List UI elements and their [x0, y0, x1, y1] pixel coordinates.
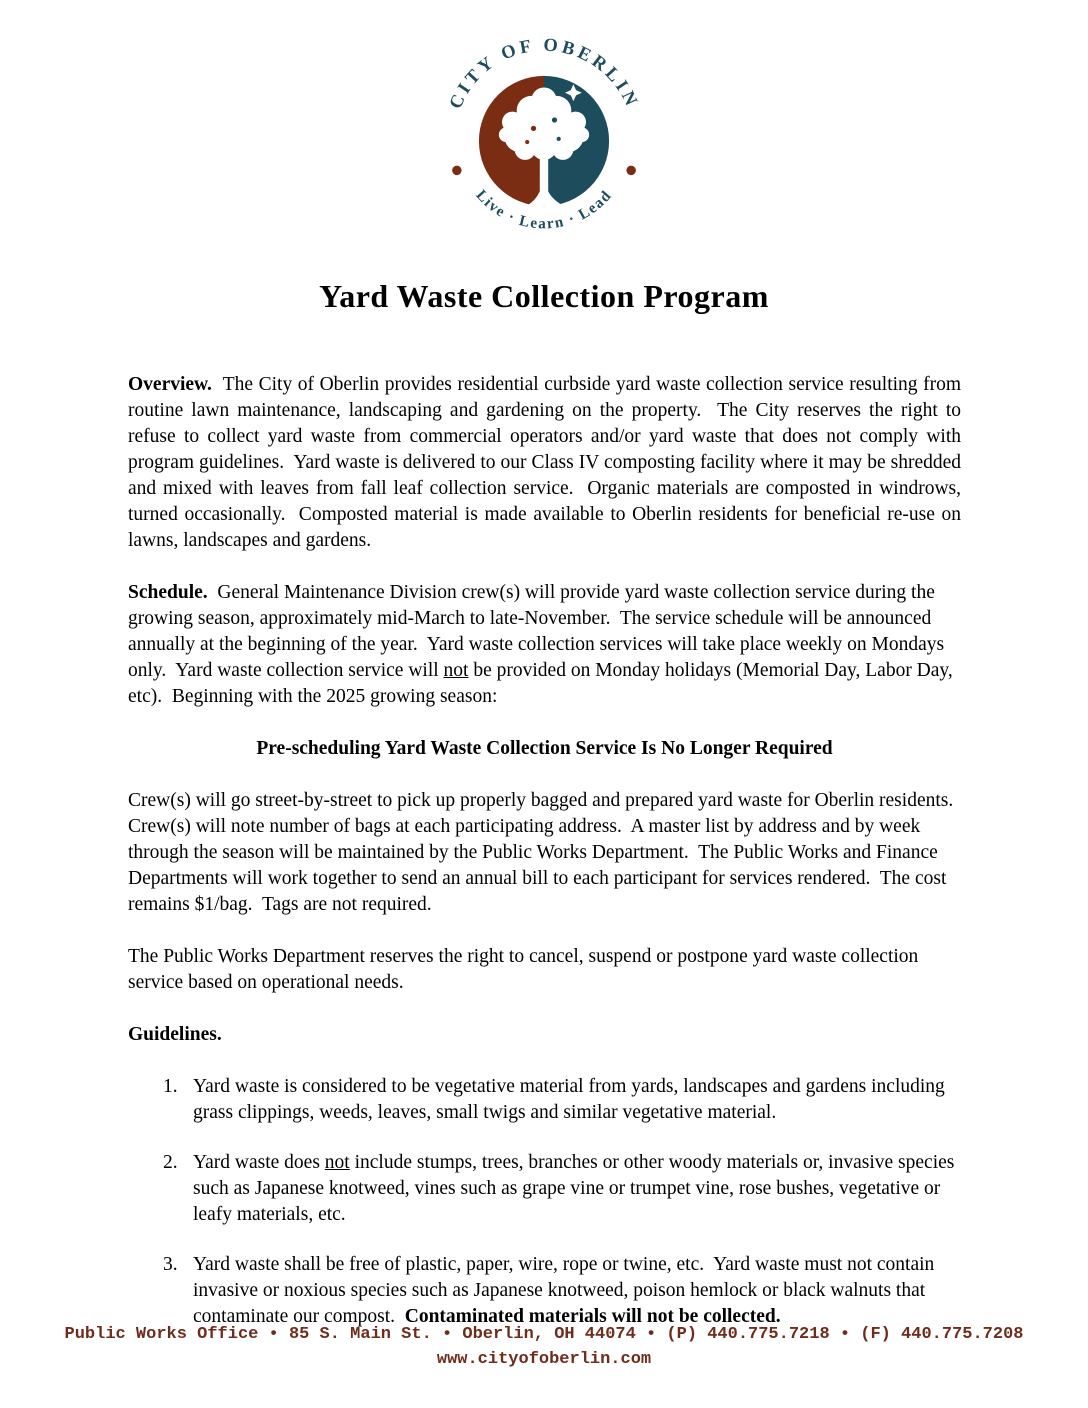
guideline-2-body-1: Yard waste does	[193, 1152, 325, 1173]
guideline-3-body: Yard waste shall be free of plastic, paper, wire, rope or twine, etc. Yard waste must not contain invasive or noxious species such as Japanese knotweed, poison hemlock or black walnuts that contaminate our compost.	[193, 1254, 940, 1327]
guideline-1-number: 1.	[163, 1076, 178, 1097]
guidelines-label: Guidelines.	[128, 1024, 222, 1045]
schedule-label: Schedule.	[128, 582, 208, 603]
guideline-2-number: 2.	[163, 1152, 178, 1173]
logo-left-dot	[452, 166, 461, 175]
guideline-3-bold-warning: Contaminated materials will not be collected.	[404, 1306, 781, 1327]
guideline-3-text	[193, 1252, 961, 1330]
footer-website: www.cityofoberlin.com	[436, 1350, 652, 1369]
city-of-oberlin-logo	[439, 36, 649, 246]
logo-arc-top-text: CITY OF OBERLIN	[445, 36, 643, 112]
logo-right-dot	[626, 166, 635, 175]
cancel-paragraph: The Public Works Department reserves the right to cancel, suspend or postpone yard waste collection service based on operational needs.	[128, 946, 924, 993]
guideline-item-2	[163, 1150, 961, 1228]
guideline-1-body: Yard waste is considered to be vegetative material from yards, landscapes and gardens including grass clippings, weeds, leaves, small twigs and similar vegetative material.	[193, 1076, 950, 1123]
logo-arc-bottom-text: Live · Learn · Lead	[472, 186, 616, 233]
guideline-1-text	[193, 1074, 961, 1126]
guideline-2-underlined-not: not	[324, 1152, 350, 1173]
document-footer	[0, 1322, 1088, 1372]
document-body	[128, 372, 966, 1354]
schedule-text-1: General Maintenance Division crew(s) will provide yard waste collection service during the growing season, approximately mid-March to late-November. The service schedule will be announced annually at the beginning of the year. Yard waste collection services will take place weekly on Mondays only. Yard waste collection service will	[128, 582, 949, 681]
pre-scheduling-notice: Pre-scheduling Yard Waste Collection Service Is No Longer Required	[256, 738, 833, 759]
schedule-paragraph	[128, 580, 961, 710]
guideline-2-body-2: include stumps, trees, branches or other woody materials or, invasive species such as Japanese knotweed, vines such as grape vine or trumpet vine, rose bushes, vegetative or leafy materials, etc.	[193, 1152, 960, 1225]
schedule-underlined-not: not	[443, 660, 469, 681]
page-title: Yard Waste Collection Program	[319, 278, 769, 314]
guideline-2-text	[193, 1150, 961, 1228]
guidelines-list	[128, 1074, 961, 1330]
guideline-item-3	[163, 1252, 961, 1330]
guideline-3-number: 3.	[163, 1254, 178, 1275]
overview-text: The City of Oberlin provides residential curbside yard waste collection service resulting from routine lawn maintenance, landscaping and gardening on the property. The City reserves the right to refuse to collect yard waste from commercial operators and/or yard waste that does not comply with program guidelines. Yard waste is delivered to our Class IV composting facility where it may be shredded and mixed with leaves from fall leaf collection service. Organic materials are composted in windrows, turned occasionally. Composted material is made available to Oberlin residents for beneficial re-use on lawns, landscapes and gardens.	[128, 374, 966, 551]
overview-label: Overview.	[128, 374, 212, 395]
logo-graphic	[439, 36, 649, 246]
guideline-item-1	[163, 1074, 961, 1126]
schedule-text-2: be provided on Monday holidays (Memorial Day, Labor Day, etc). Beginning with the 2025 growing season:	[128, 660, 958, 707]
footer-contact-line: Public Works Office • 85 S. Main St. • Oberlin, OH 44074 • (P) 440.775.7218 • (F) 440.775.7208	[64, 1325, 1024, 1344]
crews-paragraph: Crew(s) will go street-by-street to pick up properly bagged and prepared yard waste for Oberlin residents. Crew(s) will note number of bags at each participating address. A master list by address and by week through the season will be maintained by the Public Works Department. The Public Works and Finance Departments will work together to send an annual bill to each participant for services rendered. The cost remains $1/bag. Tags are not required.	[128, 790, 963, 915]
overview-paragraph	[128, 372, 966, 554]
